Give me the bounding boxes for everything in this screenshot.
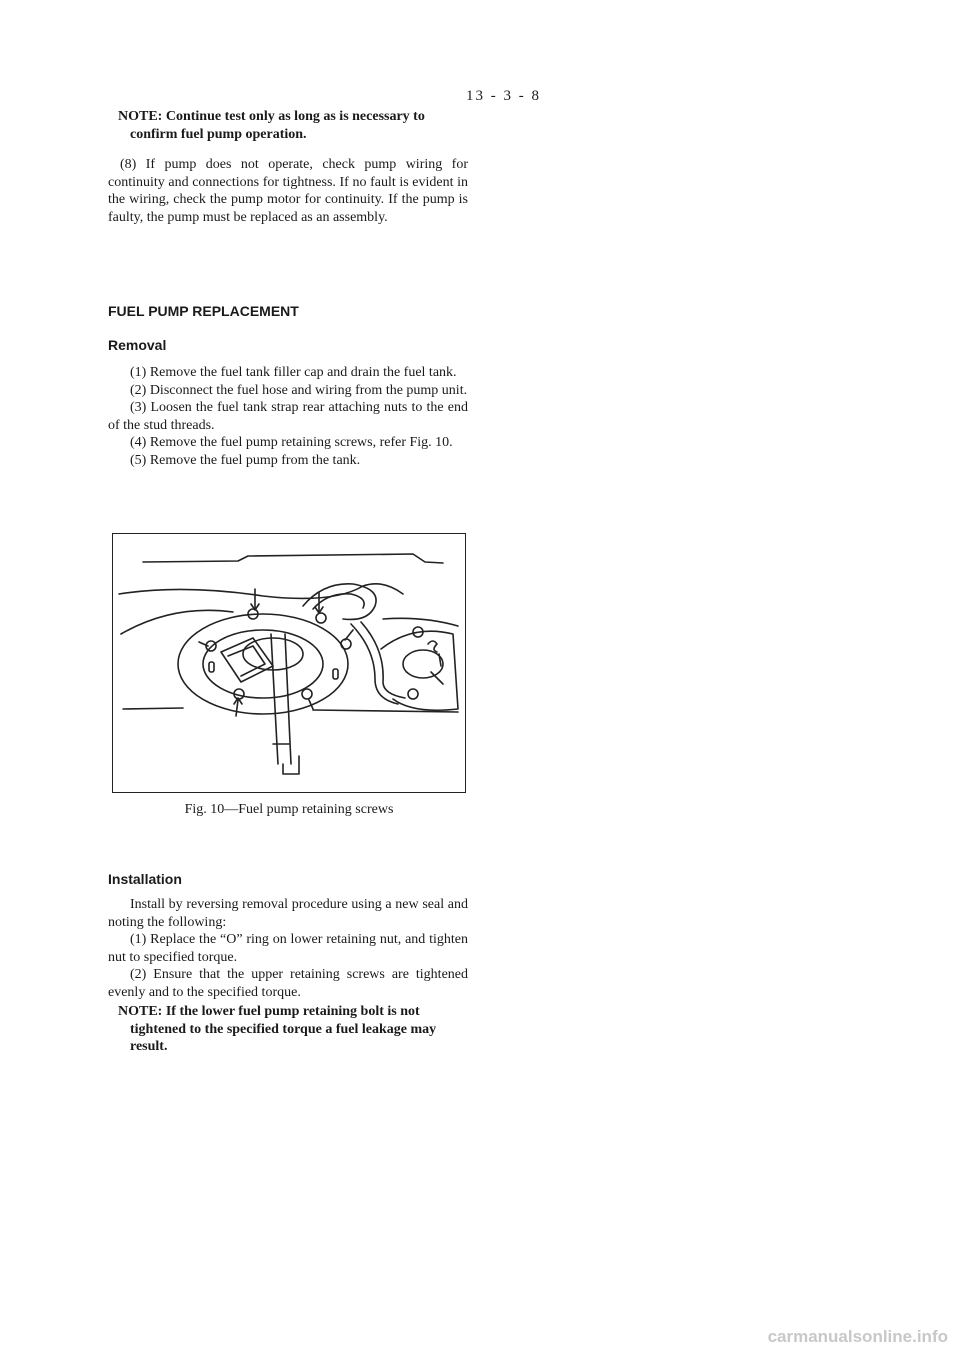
installation-heading: Installation xyxy=(108,871,182,887)
removal-step: (1) Remove the fuel tank filler cap and drain the fuel tank. xyxy=(130,365,457,380)
note-torque-warning xyxy=(108,1003,468,1056)
installation-step: (2) Ensure that the upper retaining screws are tightened evenly and to the specified torque. xyxy=(108,967,468,1000)
figure-caption: Fig. 10—Fuel pump retaining screws xyxy=(184,802,394,817)
removal-steps xyxy=(108,364,468,469)
section-title: FUEL PUMP REPLACEMENT xyxy=(108,303,299,319)
installation-intro: Install by reversing removal procedure using a new seal and noting the following: xyxy=(108,897,468,930)
removal-section xyxy=(108,337,468,469)
removal-step: (4) Remove the fuel pump retaining screws, refer Fig. 10. xyxy=(130,435,453,450)
footer-watermark: carmanualsonline.info xyxy=(767,1327,948,1346)
fuel-pump-illustration xyxy=(113,534,464,791)
removal-step: (3) Loosen the fuel tank strap rear attaching nuts to the end of the stud threads. xyxy=(108,400,468,433)
figure-fuel-pump-screws xyxy=(112,533,466,793)
note-text: NOTE: If the lower fuel pump retaining bolt is not tightened to the specified torque a fuel leakage may result. xyxy=(118,1004,437,1054)
page-number: 13 - 3 - 8 xyxy=(466,88,541,104)
installation-step: (1) Replace the “O” ring on lower retaining nut, and tighten nut to specified torque. xyxy=(108,932,468,965)
removal-heading: Removal xyxy=(108,337,167,353)
installation-section xyxy=(108,871,468,1001)
removal-step: (2) Disconnect the fuel hose and wiring from the pump unit. xyxy=(130,382,468,398)
installation-body xyxy=(108,896,468,1001)
section-title-fuel-pump-replacement xyxy=(108,303,468,319)
removal-step: (5) Remove the fuel pump from the tank. xyxy=(130,452,361,468)
paragraph-step-8: (8) If pump does not operate, check pump wiring for continuity and connections for tightness. If no fault is evident in the wiring, check the pump motor for continuity. If the pump is faulty, the pump must be replaced as an assembly. xyxy=(108,157,468,225)
note-continue-test xyxy=(108,108,468,143)
note-text: NOTE: Continue test only as long as is necessary to confirm fuel pump operation. xyxy=(118,109,425,142)
